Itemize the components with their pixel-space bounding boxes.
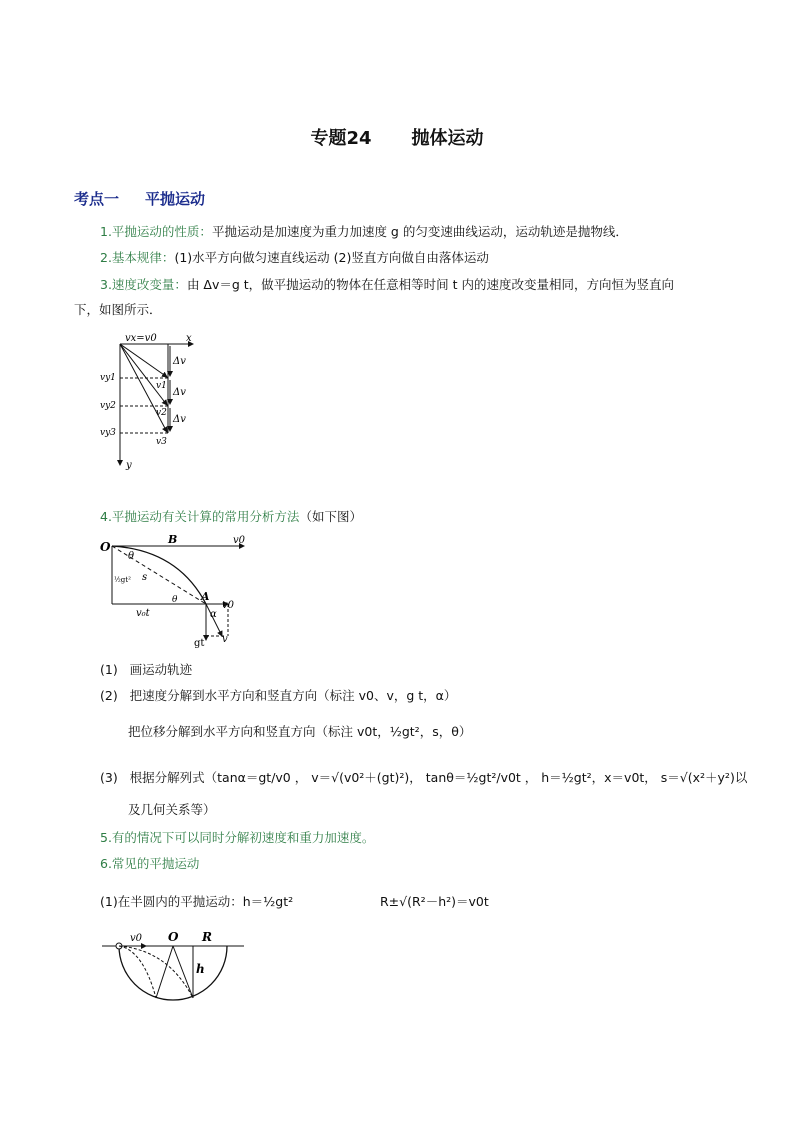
step-3-number: (3) — [100, 770, 118, 785]
half-gt2-label: ½gt² — [114, 576, 131, 584]
vy2-label: vy2 — [100, 401, 116, 411]
theta-bottom-label: θ — [172, 595, 178, 605]
semicircle-arc — [119, 946, 227, 1000]
section-label: 考点一 — [74, 190, 120, 208]
step-1-text: 画运动轨迹 — [129, 662, 193, 677]
step-2b — [128, 722, 471, 742]
trajectory-2 — [119, 946, 193, 998]
step-2-text: 把速度分解到水平方向和竖直方向（标注 v0、v，g t，α） — [129, 688, 457, 703]
paragraph-3-body: 由 Δv＝g t，做平抛运动的物体在任意相等时间 t 内的速度改变量相同，方向恒为竖直向 — [186, 277, 675, 292]
paragraph-6-1-head: (1)在半圆内的平抛运动： — [100, 894, 243, 909]
alpha-label: α — [210, 609, 217, 620]
v3-label: v3 — [156, 437, 167, 447]
s-label: s — [142, 572, 148, 583]
gt-label: gt — [194, 638, 205, 649]
section-name: 平抛运动 — [145, 190, 206, 208]
v1-label: v1 — [156, 381, 167, 391]
formula-r: R±√(R²－h²)＝v0t — [380, 894, 489, 909]
v0-right-label: v0 — [222, 600, 235, 611]
step-2 — [100, 686, 456, 706]
origin-label: O — [100, 540, 111, 554]
v0-top-label: v0 — [233, 535, 246, 546]
paragraph-4-tail: （如下图） — [299, 509, 362, 524]
x-axis-label: x — [186, 333, 192, 344]
height-h-label: h — [196, 962, 205, 976]
theta-top-label: θ — [128, 551, 135, 562]
title-number: 专题24 — [310, 128, 372, 149]
v0t-label: v₀t — [136, 608, 150, 619]
paragraph-2-body: (1)水平方向做匀速直线运动 (2)竖直方向做自由落体运动 — [174, 250, 489, 265]
delta-v-label-1: Δv — [173, 356, 186, 367]
y-axis-label: y — [126, 460, 132, 471]
v2-label: v2 — [156, 408, 167, 418]
point-b-label: B — [168, 533, 178, 546]
v0-label: v0 — [130, 933, 143, 944]
projectile-decomposition-figure — [98, 532, 258, 650]
delta-v-label-3: Δv — [173, 414, 186, 425]
step-2b-text: 把位移分解到水平方向和竖直方向（标注 v0t，½gt²，s，θ） — [128, 724, 472, 739]
paragraph-4-head: 4.平抛运动有关计算的常用分析方法 — [100, 509, 300, 524]
vy3-label: vy3 — [100, 428, 116, 438]
paragraph-1 — [100, 222, 628, 242]
paragraph-1-head: 1.平抛运动的性质： — [100, 224, 212, 239]
paragraph-2-head: 2.基本规律： — [100, 250, 175, 265]
paragraph-2 — [100, 248, 489, 268]
section-heading — [74, 188, 205, 209]
step-2-number: (2) — [100, 688, 118, 703]
center-o-label: O — [168, 930, 179, 944]
paragraph-3 — [100, 275, 674, 295]
paragraph-6-1 — [100, 892, 293, 912]
vy1-label: vy1 — [100, 373, 116, 383]
step-3-text: 根据分解列式（tanα＝gt/v0 ， v＝√(v0²＋(gt)²)， tanθ＝½gt²/v0t ， h＝½gt²，x＝v0t， s＝√(x²＋y²)以 — [129, 770, 748, 785]
title-name: 抛体运动 — [411, 128, 484, 149]
velocity-change-figure — [98, 330, 228, 475]
v-label: v — [222, 634, 228, 645]
step-3b-text: 及几何关系等） — [128, 802, 216, 817]
displacement-s-line — [112, 546, 206, 604]
v2-vector — [120, 344, 167, 405]
paragraph-3-continuation: 下，如图所示． — [74, 302, 162, 317]
paragraph-6: 6.常见的平抛运动 — [100, 856, 200, 871]
v1-vector — [120, 344, 167, 377]
paragraph-5: 5.有的情况下可以同时分解初速度和重力加速度。 — [100, 830, 375, 845]
paragraph-4 — [100, 507, 362, 527]
page-title — [0, 124, 794, 150]
radius-line-1 — [156, 946, 173, 998]
radius-r-label: R — [202, 930, 212, 944]
paragraph-1-body: 平抛运动是加速度为重力加速度 g 的匀变速曲线运动，运动轨迹是抛物线． — [211, 224, 628, 239]
point-a-label: A — [201, 590, 210, 603]
paragraph-3-head: 3.速度改变量： — [100, 277, 187, 292]
step-3b — [128, 800, 216, 820]
delta-v-label-2: Δv — [173, 387, 186, 398]
step-1-number: (1) — [100, 662, 118, 677]
step-1 — [100, 660, 192, 680]
radius-line-2 — [173, 946, 193, 998]
step-3 — [100, 768, 747, 788]
semicircle-figure — [98, 928, 248, 1006]
vx-label: vx=v0 — [125, 333, 157, 344]
formula-h: h＝½gt² — [242, 894, 294, 909]
